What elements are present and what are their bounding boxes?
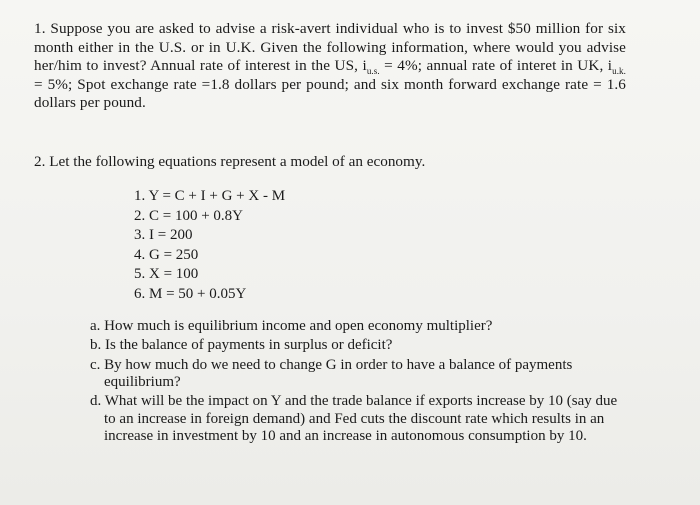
question-1-intro: 1. Suppose you are asked to advise a risk-avert individual who is to invest $50 million for six month either in the U.S. or in U.K. Given the following information, where would you advise her/him to invest? Annual rate of interest in the US, i — [34, 20, 626, 75]
question-1-text — [34, 20, 626, 113]
equation-item: 3. I = 200 — [134, 227, 193, 244]
equation-list — [134, 187, 285, 305]
equation-item: 2. C = 100 + 0.8Y — [134, 207, 244, 224]
equation-item: 4. G = 250 — [134, 246, 199, 263]
sub-question-list — [90, 318, 625, 447]
sub-question-b: b. Is the balance of payments in surplus or deficit? — [90, 337, 393, 354]
question-2-intro: 2. Let the following equations represent a model of an economy. — [34, 153, 426, 170]
uk-rate-subscript: u.k. — [612, 66, 627, 77]
equation-item: 6. M = 50 + 0.05Y — [134, 285, 247, 302]
sub-question-d: d. What will be the impact on Y and the trade balance if exports increase by 10 (say due to an increase in foreign demand) and Fed cuts the discount rate which results in an increase in investment by 10 and an increase in autonomous consumption by 10. — [90, 393, 618, 444]
equation-item: 1. Y = C + I + G + X - M — [134, 188, 286, 204]
question-1-exchange-rates: = 5%; Spot exchange rate =1.8 dollars per pound; and six month forward exchange rate = 1.6 dollars per pound. — [34, 75, 626, 112]
sub-question-c: c. By how much do we need to change G in order to have a balance of payments equilibrium? — [90, 356, 573, 390]
question-1-us-rate: = 4%; annual rate of interet in UK, i — [379, 57, 613, 75]
equation-item: 5. X = 100 — [134, 266, 199, 283]
sub-question-a: a. How much is equilibrium income and open economy multiplier? — [90, 318, 493, 334]
us-rate-subscript: u.s. — [366, 66, 380, 77]
